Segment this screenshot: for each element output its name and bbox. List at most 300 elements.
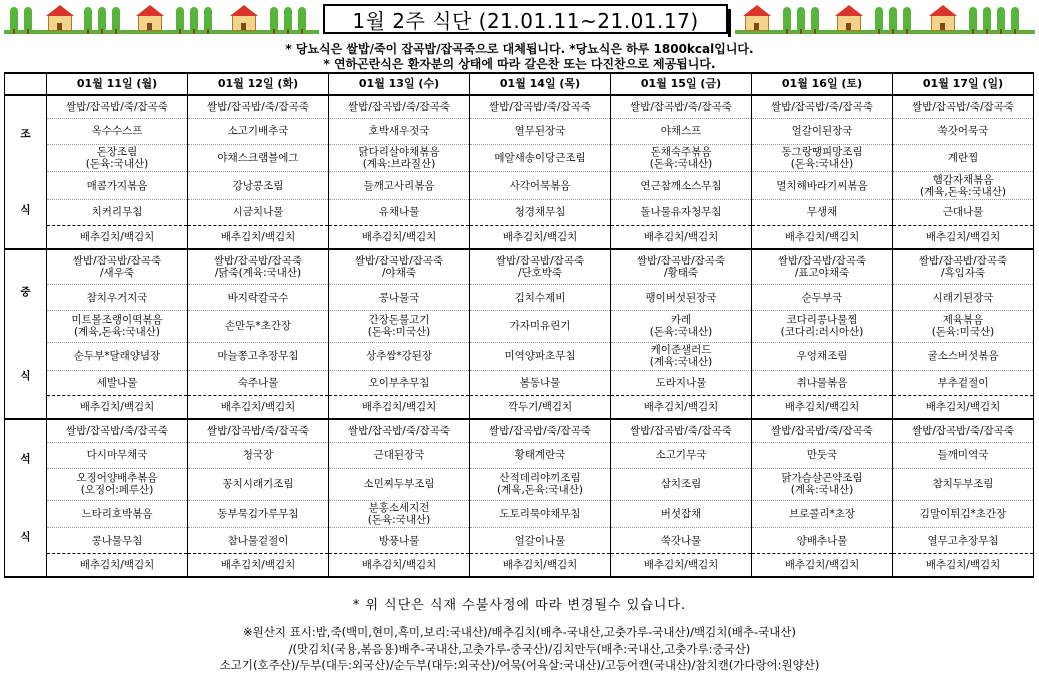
menu-item-text: 쌀밥/잡곡밥/죽/잡곡죽 <box>489 425 591 438</box>
menu-cell <box>470 144 611 172</box>
menu-cell <box>329 285 470 311</box>
menu-item-text: 세발나물 <box>96 376 138 389</box>
menu-item-text: 굴소스버섯볶음 <box>927 350 999 363</box>
menu-item-text: 팽이버섯된장국 <box>645 291 717 304</box>
menu-item-text: 청국장 <box>242 449 274 462</box>
menu-item-text: 쌀밥/잡곡밥/죽/잡곡죽 <box>207 425 309 438</box>
meal-label <box>5 95 47 249</box>
menu-cell <box>611 144 752 172</box>
menu-item-text: 야채스프 <box>660 125 702 138</box>
menu-cell <box>47 370 188 396</box>
meal-label <box>5 249 47 420</box>
menu-cell <box>188 443 329 469</box>
menu-item-text: 쌀밥/잡곡밥/죽/잡곡죽 <box>912 100 1014 113</box>
menu-cell <box>470 225 611 248</box>
menu-item-text: 시래기된장국 <box>932 291 994 304</box>
menu-item-text: 순두부국 <box>801 291 843 304</box>
menu-item-text: 강낭콩조림 <box>232 179 284 192</box>
menu-cell <box>47 500 188 528</box>
menu-item-text: 숙주나물 <box>237 376 279 389</box>
menu-item-text: 코다리콩나물찜 (코다리:러시아산) <box>780 314 864 339</box>
menu-row <box>5 310 1034 342</box>
menu-cell <box>470 500 611 528</box>
menu-cell <box>188 225 329 248</box>
menu-item-text: 연근참깨소스무침 <box>640 179 722 192</box>
menu-item-text: 오이부추무침 <box>368 376 430 389</box>
menu-row <box>5 285 1034 311</box>
day-header-row <box>5 73 1034 95</box>
menu-cell <box>329 172 470 200</box>
menu-cell <box>893 249 1034 285</box>
menu-cell <box>752 443 893 469</box>
menu-item-text: 김말이튀김*초간장 <box>919 507 1007 520</box>
menu-item-text: 산적데리야끼조림 (계육,돈육:국내산) <box>496 472 584 497</box>
menu-item-text: 무생채 <box>806 206 838 219</box>
menu-row <box>5 199 1034 225</box>
corner-cell <box>5 73 47 95</box>
menu-cell <box>188 95 329 118</box>
menu-cell <box>47 285 188 311</box>
menu-item-text: 소민찌두부조림 <box>363 478 435 491</box>
meal-label-char: 조 <box>20 127 31 140</box>
menu-item-text: 참치우거지국 <box>86 291 148 304</box>
meal-label-char: 식 <box>20 203 31 216</box>
menu-cell <box>470 342 611 370</box>
origin-line-3: 소고기(호주산)/두부(대두:외국산)/순두부(대두:외국산)/어묵(어육살:국내산)/고등어캔(국내산)/참치캔(가다랑어:원양산) <box>219 658 820 672</box>
menu-item-text: 부추겉절이 <box>937 376 989 389</box>
menu-item-text: 꽁치시래기조림 <box>222 478 294 491</box>
menu-item-text: 배추김치/백김치 <box>643 401 719 414</box>
menu-item-text: 마늘쫑고추장무침 <box>217 350 299 363</box>
menu-item-text: 순두부*달래양념장 <box>73 350 161 363</box>
menu-item-text: 배추김치/백김치 <box>220 558 296 571</box>
menu-cell <box>188 144 329 172</box>
menu-row <box>5 500 1034 528</box>
menu-item-text: 분홍소세지전 (돈육:국내산) <box>367 501 431 526</box>
menu-cell <box>752 249 893 285</box>
menu-row <box>5 468 1034 500</box>
menu-cell <box>47 419 188 442</box>
menu-item-text: 청경채무침 <box>514 206 566 219</box>
menu-cell <box>188 370 329 396</box>
menu-item-text: 쌀밥/잡곡밥/잡곡죽 /황태죽 <box>636 254 726 279</box>
menu-item-text: 김치수제비 <box>514 291 566 304</box>
menu-cell <box>47 310 188 342</box>
menu-cell <box>611 443 752 469</box>
menu-item-text: 카레 (돈육:국내산) <box>649 314 713 339</box>
change-notice: * 위 식단은 식재 수불사정에 따라 변경될수 있습니다. <box>352 598 687 613</box>
menu-cell <box>752 225 893 248</box>
menu-cell <box>752 370 893 396</box>
menu-cell <box>329 468 470 500</box>
menu-item-text: 가자미유린기 <box>509 320 571 333</box>
menu-cell <box>47 443 188 469</box>
menu-cell <box>329 225 470 248</box>
menu-item-text: 도토리묵야채무침 <box>499 507 581 520</box>
menu-item-text: 쌀밥/잡곡밥/죽/잡곡죽 <box>771 425 873 438</box>
menu-item-text: 미트볼조랭이떡볶음 (계육,돈육:국내산) <box>71 314 163 339</box>
menu-item-text: 돈채숙주볶음 (돈육:국내산) <box>649 145 713 170</box>
menu-item-text: 배추김치/백김치 <box>220 401 296 414</box>
menu-cell <box>188 500 329 528</box>
menu-item-text: 방풍나물 <box>378 534 420 547</box>
menu-item-text: 간장돈불고기 (돈육:미국산) <box>367 314 431 339</box>
menu-item-text: 황태계란국 <box>514 449 566 462</box>
menu-item-text: 돈장조림 (돈육:국내산) <box>85 145 149 170</box>
menu-item-text: 오징어양배추볶음 (오징어:페루산) <box>76 472 158 497</box>
day-header: 01월 15일 (금) <box>611 73 752 95</box>
menu-item-text: 야채스크램블에그 <box>217 151 299 164</box>
menu-cell <box>611 500 752 528</box>
menu-cell <box>188 118 329 144</box>
meal-label-char: 식 <box>20 369 31 382</box>
menu-cell <box>893 396 1034 419</box>
menu-item-text: 콩나물무침 <box>91 534 143 547</box>
menu-item-text: 시금치나물 <box>232 206 284 219</box>
menu-item-text: 상추쌈*강된장 <box>365 350 433 363</box>
menu-item-text: 배추김치/백김치 <box>925 401 1001 414</box>
menu-cell <box>47 396 188 419</box>
menu-item-text: 메알새송이당근조림 <box>494 151 586 164</box>
menu-cell <box>329 199 470 225</box>
menu-item-text: 쌀밥/잡곡밥/잡곡죽 /닭죽(계육:국내산) <box>213 254 303 279</box>
menu-cell <box>47 528 188 554</box>
menu-cell <box>470 553 611 577</box>
menu-item-text: 배추김치/백김치 <box>643 230 719 243</box>
day-header: 01월 17일 (일) <box>893 73 1034 95</box>
menu-cell <box>893 443 1034 469</box>
menu-item-text: 열무고추장무침 <box>927 534 999 547</box>
menu-cell <box>470 285 611 311</box>
menu-item-text: 동부묵김가루무침 <box>217 507 299 520</box>
menu-cell <box>752 528 893 554</box>
menu-cell <box>47 225 188 248</box>
menu-item-text: 쌀밥/잡곡밥/죽/잡곡죽 <box>630 425 732 438</box>
menu-item-text: 호박새우젓국 <box>368 125 430 138</box>
notice-dysphagia: * 연하곤란식은 환자분의 상태에 따라 갈은찬 또는 다진찬으로 제공됩니다. <box>323 57 716 71</box>
menu-item-text: 쑥갓어묵국 <box>937 125 989 138</box>
menu-cell <box>47 468 188 500</box>
menu-item-text: 배추김치/백김치 <box>502 230 578 243</box>
menu-cell <box>470 95 611 118</box>
menu-cell <box>752 500 893 528</box>
menu-item-text: 얼갈이된장국 <box>791 125 853 138</box>
menu-cell <box>611 285 752 311</box>
menu-cell <box>611 553 752 577</box>
menu-cell <box>752 144 893 172</box>
menu-cell <box>893 144 1034 172</box>
menu-cell <box>611 342 752 370</box>
menu-cell <box>188 199 329 225</box>
menu-item-text: 배추김치/백김치 <box>79 230 155 243</box>
menu-cell <box>470 118 611 144</box>
menu-row <box>5 419 1034 442</box>
menu-cell <box>188 468 329 500</box>
menu-item-text: 취나물볶음 <box>796 376 848 389</box>
menu-cell <box>470 528 611 554</box>
menu-item-text: 유채나물 <box>378 206 420 219</box>
menu-item-text: 동그랑땡피망조림 (돈육:국내산) <box>781 145 863 170</box>
menu-cell <box>893 172 1034 200</box>
menu-cell <box>329 553 470 577</box>
menu-item-text: 계란찜 <box>947 151 979 164</box>
menu-cell <box>470 172 611 200</box>
menu-cell <box>47 553 188 577</box>
meal-label <box>5 419 47 577</box>
menu-cell <box>893 199 1034 225</box>
menu-row <box>5 443 1034 469</box>
menu-cell <box>611 199 752 225</box>
menu-cell <box>188 310 329 342</box>
menu-cell <box>611 225 752 248</box>
weekly-menu-table <box>4 72 1034 578</box>
menu-cell <box>752 468 893 500</box>
menu-cell <box>47 342 188 370</box>
menu-cell <box>188 342 329 370</box>
menu-item-text: 쌀밥/잡곡밥/잡곡죽 /흑임자죽 <box>918 254 1008 279</box>
menu-item-text: 콩나물국 <box>378 291 420 304</box>
notice-diabetic: * 당뇨식은 쌀밥/죽이 잡곡밥/잡곡죽으로 대체됩니다. *당뇨식은 하루 1800kcal입니다. <box>285 42 754 56</box>
menu-item-text: 우엉채조림 <box>796 350 848 363</box>
menu-item-text: 미역양파초무침 <box>504 350 576 363</box>
menu-item-text: 배추김치/백김치 <box>220 230 296 243</box>
page-title <box>323 4 728 34</box>
origin-line-1: ※원산지 표시:밥,죽(백미,현미,흑미,보리:국내산)/배추김치(배추-국내산,고춧가루-국내산)/백김치(배추-국내산) <box>242 625 796 639</box>
menu-cell <box>329 419 470 442</box>
origin-line-2: /(맛김치(국용,볶음용)배추-국내산,고춧가루-중국산)/김치만두(배추:국내산,고춧가루:중국산) <box>288 642 751 656</box>
menu-cell <box>611 396 752 419</box>
menu-cell <box>188 553 329 577</box>
menu-cell <box>47 249 188 285</box>
menu-item-text: 쌀밥/잡곡밥/죽/잡곡죽 <box>489 100 591 113</box>
menu-item-text: 닭가슴살곤약조림 (계육:국내산) <box>781 472 863 497</box>
menu-cell <box>470 199 611 225</box>
page-title-text: 1월 2주 식단 (21.01.11~21.01.17) <box>352 8 699 33</box>
menu-cell <box>329 528 470 554</box>
menu-cell <box>329 500 470 528</box>
menu-cell <box>329 396 470 419</box>
menu-cell <box>893 118 1034 144</box>
menu-item-text: 양배추나물 <box>796 534 848 547</box>
menu-row <box>5 144 1034 172</box>
menu-cell <box>893 500 1034 528</box>
menu-item-text: 배추김치/백김치 <box>502 558 578 571</box>
menu-row <box>5 553 1034 577</box>
menu-cell <box>611 528 752 554</box>
menu-cell <box>329 95 470 118</box>
day-header: 01월 11일 (월) <box>47 73 188 95</box>
menu-cell <box>752 95 893 118</box>
day-header: 01월 13일 (수) <box>329 73 470 95</box>
menu-item-text: 쌀밥/잡곡밥/죽/잡곡죽 <box>66 425 168 438</box>
menu-item-text: 배추김치/백김치 <box>361 558 437 571</box>
menu-item-text: 옥수수스프 <box>91 125 143 138</box>
menu-cell <box>470 468 611 500</box>
menu-item-text: 배추김치/백김치 <box>784 230 860 243</box>
menu-item-text: 배추김치/백김치 <box>79 558 155 571</box>
menu-row <box>5 95 1034 118</box>
menu-cell <box>188 419 329 442</box>
menu-cell <box>752 342 893 370</box>
menu-cell <box>188 285 329 311</box>
meal-label-char: 식 <box>20 531 31 544</box>
menu-cell <box>893 468 1034 500</box>
menu-item-text: 멸치해바라기씨볶음 <box>776 179 868 192</box>
menu-cell <box>893 553 1034 577</box>
menu-cell <box>611 249 752 285</box>
menu-cell <box>470 249 611 285</box>
menu-item-text: 배추김치/백김치 <box>361 230 437 243</box>
menu-cell <box>47 118 188 144</box>
menu-cell <box>188 396 329 419</box>
menu-cell <box>893 310 1034 342</box>
menu-item-text: 참치두부조림 <box>932 478 994 491</box>
menu-cell <box>611 370 752 396</box>
menu-item-text: 만둣국 <box>806 449 838 462</box>
menu-cell <box>611 95 752 118</box>
menu-cell <box>752 199 893 225</box>
menu-item-text: 매콤가지볶음 <box>86 179 148 192</box>
menu-cell <box>329 342 470 370</box>
menu-cell <box>47 199 188 225</box>
menu-cell <box>47 95 188 118</box>
menu-item-text: 닭다리살야채볶음 (계육:브라질산) <box>358 145 440 170</box>
menu-item-text: 깍두기/백김치 <box>507 401 573 414</box>
meal-label-char: 석 <box>20 453 31 466</box>
menu-item-text: 근대된장국 <box>373 449 425 462</box>
menu-cell <box>752 285 893 311</box>
menu-item-text: 바지락칼국수 <box>227 291 289 304</box>
menu-cell <box>470 419 611 442</box>
menu-item-text: 버섯잡채 <box>660 507 702 520</box>
menu-cell <box>611 310 752 342</box>
menu-item-text: 브로콜리*초장 <box>788 507 856 520</box>
menu-item-text: 들깨고사리볶음 <box>363 179 435 192</box>
menu-item-text: 배추김치/백김치 <box>925 230 1001 243</box>
menu-cell <box>470 443 611 469</box>
day-header: 01월 16일 (토) <box>752 73 893 95</box>
menu-row <box>5 225 1034 248</box>
menu-cell <box>470 310 611 342</box>
day-header: 01월 14일 (목) <box>470 73 611 95</box>
menu-cell <box>611 419 752 442</box>
menu-item-text: 쑥갓나물 <box>660 534 702 547</box>
menu-cell <box>47 144 188 172</box>
menu-item-text: 배추김치/백김치 <box>643 558 719 571</box>
menu-row <box>5 249 1034 285</box>
menu-cell <box>188 172 329 200</box>
menu-item-text: 삼치조림 <box>660 478 702 491</box>
menu-item-text: 근대나물 <box>942 206 984 219</box>
menu-cell <box>329 144 470 172</box>
menu-item-text: 배추김치/백김치 <box>784 558 860 571</box>
menu-item-text: 쌀밥/잡곡밥/죽/잡곡죽 <box>207 100 309 113</box>
menu-cell <box>188 249 329 285</box>
menu-item-text: 제육볶음 (돈육:미국산) <box>931 314 995 339</box>
meal-label-char: 중 <box>20 285 31 298</box>
menu-cell <box>329 310 470 342</box>
menu-cell <box>611 118 752 144</box>
menu-row <box>5 172 1034 200</box>
menu-item-text: 손만두*초간장 <box>224 320 292 333</box>
menu-item-text: 쌀밥/잡곡밥/죽/잡곡죽 <box>771 100 873 113</box>
menu-item-text: 돌나물유자청무침 <box>640 206 722 219</box>
menu-body <box>5 95 1034 577</box>
menu-item-text: 쌀밥/잡곡밥/죽/잡곡죽 <box>348 100 450 113</box>
menu-cell <box>611 172 752 200</box>
menu-row <box>5 396 1034 419</box>
menu-cell <box>188 528 329 554</box>
menu-item-text: 들깨미역국 <box>937 449 989 462</box>
menu-item-text: 쌀밥/잡곡밥/잡곡죽 /표고야채죽 <box>777 254 867 279</box>
menu-cell <box>329 118 470 144</box>
menu-cell <box>329 249 470 285</box>
menu-row <box>5 342 1034 370</box>
menu-item-text: 쌀밥/잡곡밥/죽/잡곡죽 <box>66 100 168 113</box>
menu-cell <box>893 342 1034 370</box>
menu-item-text: 사각어묵볶음 <box>509 179 571 192</box>
menu-item-text: 참나물겉절이 <box>227 534 289 547</box>
menu-item-text: 소고기배추국 <box>227 125 289 138</box>
menu-item-text: 쌀밥/잡곡밥/죽/잡곡죽 <box>630 100 732 113</box>
menu-item-text: 열무된장국 <box>514 125 566 138</box>
menu-item-text: 치커리무침 <box>91 206 143 219</box>
menu-cell <box>611 468 752 500</box>
header-decoration-left <box>4 4 319 34</box>
menu-item-text: 도라지나물 <box>655 376 707 389</box>
menu-cell <box>893 370 1034 396</box>
menu-cell <box>470 370 611 396</box>
menu-item-text: 배추김치/백김치 <box>925 558 1001 571</box>
day-header: 01월 12일 (화) <box>188 73 329 95</box>
menu-cell <box>752 118 893 144</box>
menu-item-text: 얼갈이나물 <box>514 534 566 547</box>
menu-cell <box>752 172 893 200</box>
menu-row <box>5 118 1034 144</box>
menu-cell <box>752 396 893 419</box>
menu-item-text: 쌀밥/잡곡밥/죽/잡곡죽 <box>912 425 1014 438</box>
menu-item-text: 느타리호박볶음 <box>81 507 153 520</box>
menu-cell <box>893 95 1034 118</box>
menu-cell <box>893 225 1034 248</box>
menu-cell <box>893 285 1034 311</box>
menu-item-text: 햄감자채볶음 (계육,돈육:국내산) <box>919 173 1007 198</box>
menu-item-text: 쌀밥/잡곡밥/잡곡죽 /새우죽 <box>72 254 162 279</box>
menu-cell <box>752 419 893 442</box>
menu-item-text: 봄동나물 <box>519 376 561 389</box>
menu-cell <box>329 443 470 469</box>
menu-cell <box>47 172 188 200</box>
menu-row <box>5 370 1034 396</box>
menu-item-text: 쌀밥/잡곡밥/잡곡죽 /야채죽 <box>354 254 444 279</box>
menu-item-text: 다시마무채국 <box>86 449 148 462</box>
menu-cell <box>893 528 1034 554</box>
menu-item-text: 케이준샐러드 (계육:국내산) <box>649 344 713 369</box>
menu-cell <box>752 310 893 342</box>
menu-cell <box>893 419 1034 442</box>
menu-item-text: 배추김치/백김치 <box>784 401 860 414</box>
menu-item-text: 배추김치/백김치 <box>361 401 437 414</box>
menu-item-text: 소고기무국 <box>655 449 707 462</box>
header-decoration-right <box>735 4 1035 34</box>
menu-item-text: 배추김치/백김치 <box>79 401 155 414</box>
menu-cell <box>470 396 611 419</box>
menu-cell <box>329 370 470 396</box>
menu-item-text: 쌀밥/잡곡밥/잡곡죽 /단호박죽 <box>495 254 585 279</box>
menu-cell <box>752 553 893 577</box>
menu-row <box>5 528 1034 554</box>
menu-item-text: 쌀밥/잡곡밥/죽/잡곡죽 <box>348 425 450 438</box>
